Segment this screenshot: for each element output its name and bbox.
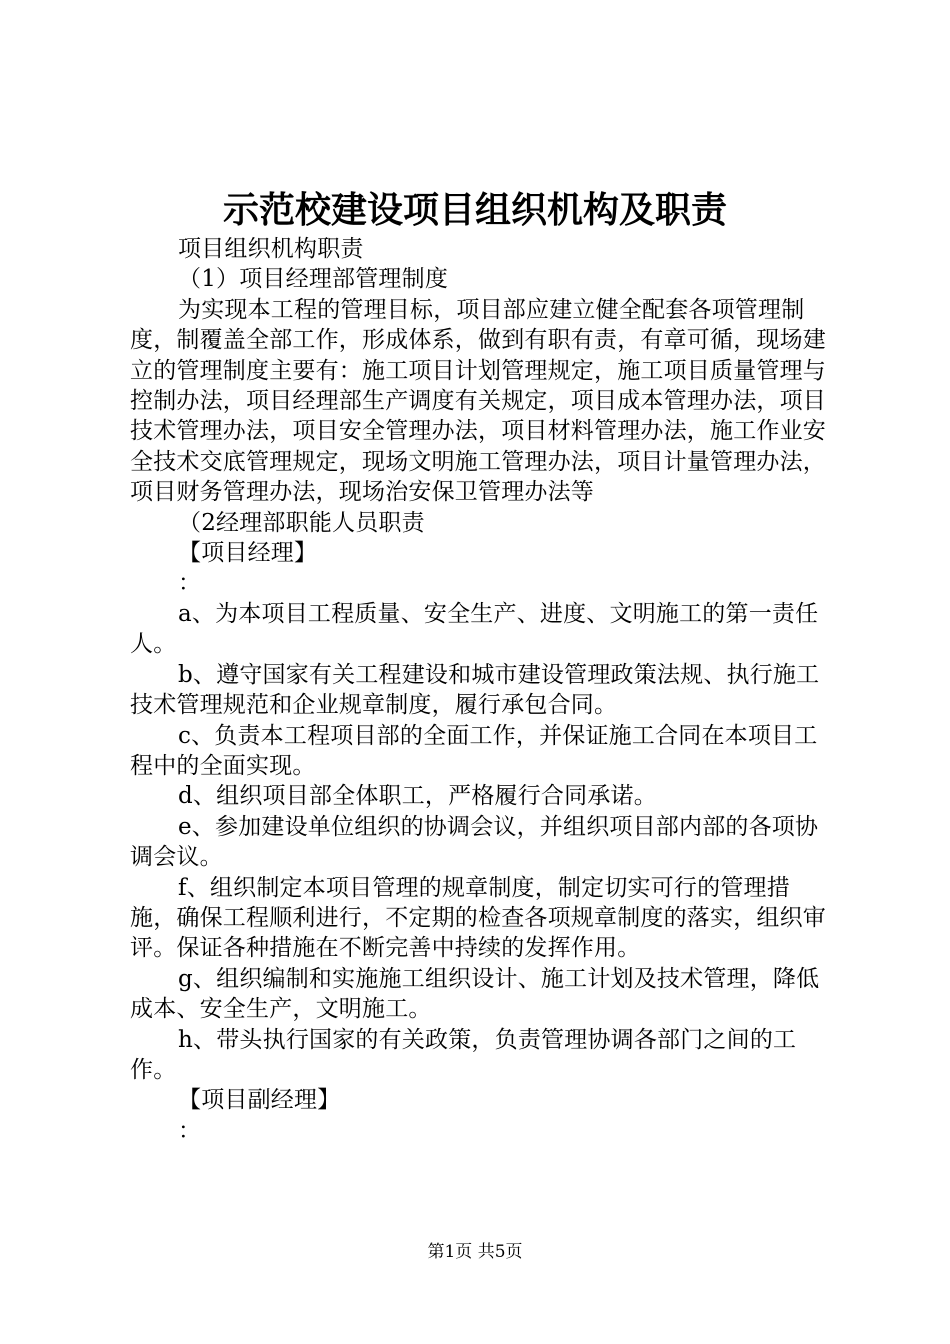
duty-item: c、负责本工程项目部的全面工作，并保证施工合同在本项目工程中的全面实现。: [130, 722, 818, 779]
duty-item: h、带头执行国家的有关政策，负责管理协调各部门之间的工作。: [130, 1026, 797, 1083]
section-heading: 项目组织机构职责: [178, 236, 364, 262]
duty-item: e、参加建设单位组织的协调会议，并组织项目部内部的各项协调会议。: [130, 813, 819, 871]
subsection-heading: （1）项目经理部管理制度: [178, 266, 449, 293]
body-paragraph: 为实现本工程的管理目标，项目部应建立健全配套各项管理制度，制覆盖全部工作，形成体系，做到有职有责，有章可循，现场建立的管理制度主要有：施工项目计划管理规定，施工项目质量管理与控制办法，项目经理部生产调度有关规定，项目成本管理办法，项目技术管理办法，项目安全管理办法，项目材料管理办法，施工作业安全技术交底管理规定，现场文明施工管理办法，项目计量管理办法，项目财务管理办法，现场治安保卫管理办法等: [130, 296, 826, 506]
role-heading-deputy-manager: 【项目副经理】: [178, 1087, 341, 1114]
colon-line: ：: [178, 1117, 202, 1144]
page-footer: 第1页 共5页: [427, 1242, 523, 1262]
duty-item: f、组织制定本项目管理的规章制度，制定切实可行的管理措施，确保工程顺利进行，不定期的检查各项规章制度的落实，组织审评。保证各种措施在不断完善中持续的发挥作用。: [130, 874, 826, 962]
document-title: 示范校建设项目组织机构及职责: [222, 189, 727, 231]
duty-item: d、组织项目部全体职工，严格履行合同承诺。: [178, 783, 657, 810]
duty-item: a、为本项目工程质量、安全生产、进度、文明施工的第一责任人。: [130, 600, 819, 658]
duty-item: b、遵守国家有关工程建设和城市建设管理政策法规、执行施工技术管理规范和企业规章制度，履行承包合同。: [130, 661, 820, 719]
duty-item: g、组织编制和实施施工组织设计、施工计划及技术管理，降低成本、安全生产，文明施工。: [130, 965, 820, 1023]
role-heading-project-manager: 【项目经理】: [178, 540, 318, 567]
colon-line: ：: [178, 570, 202, 597]
document-body: [130, 234, 830, 1146]
subsection-heading: （2经理部职能人员职责: [178, 509, 425, 536]
